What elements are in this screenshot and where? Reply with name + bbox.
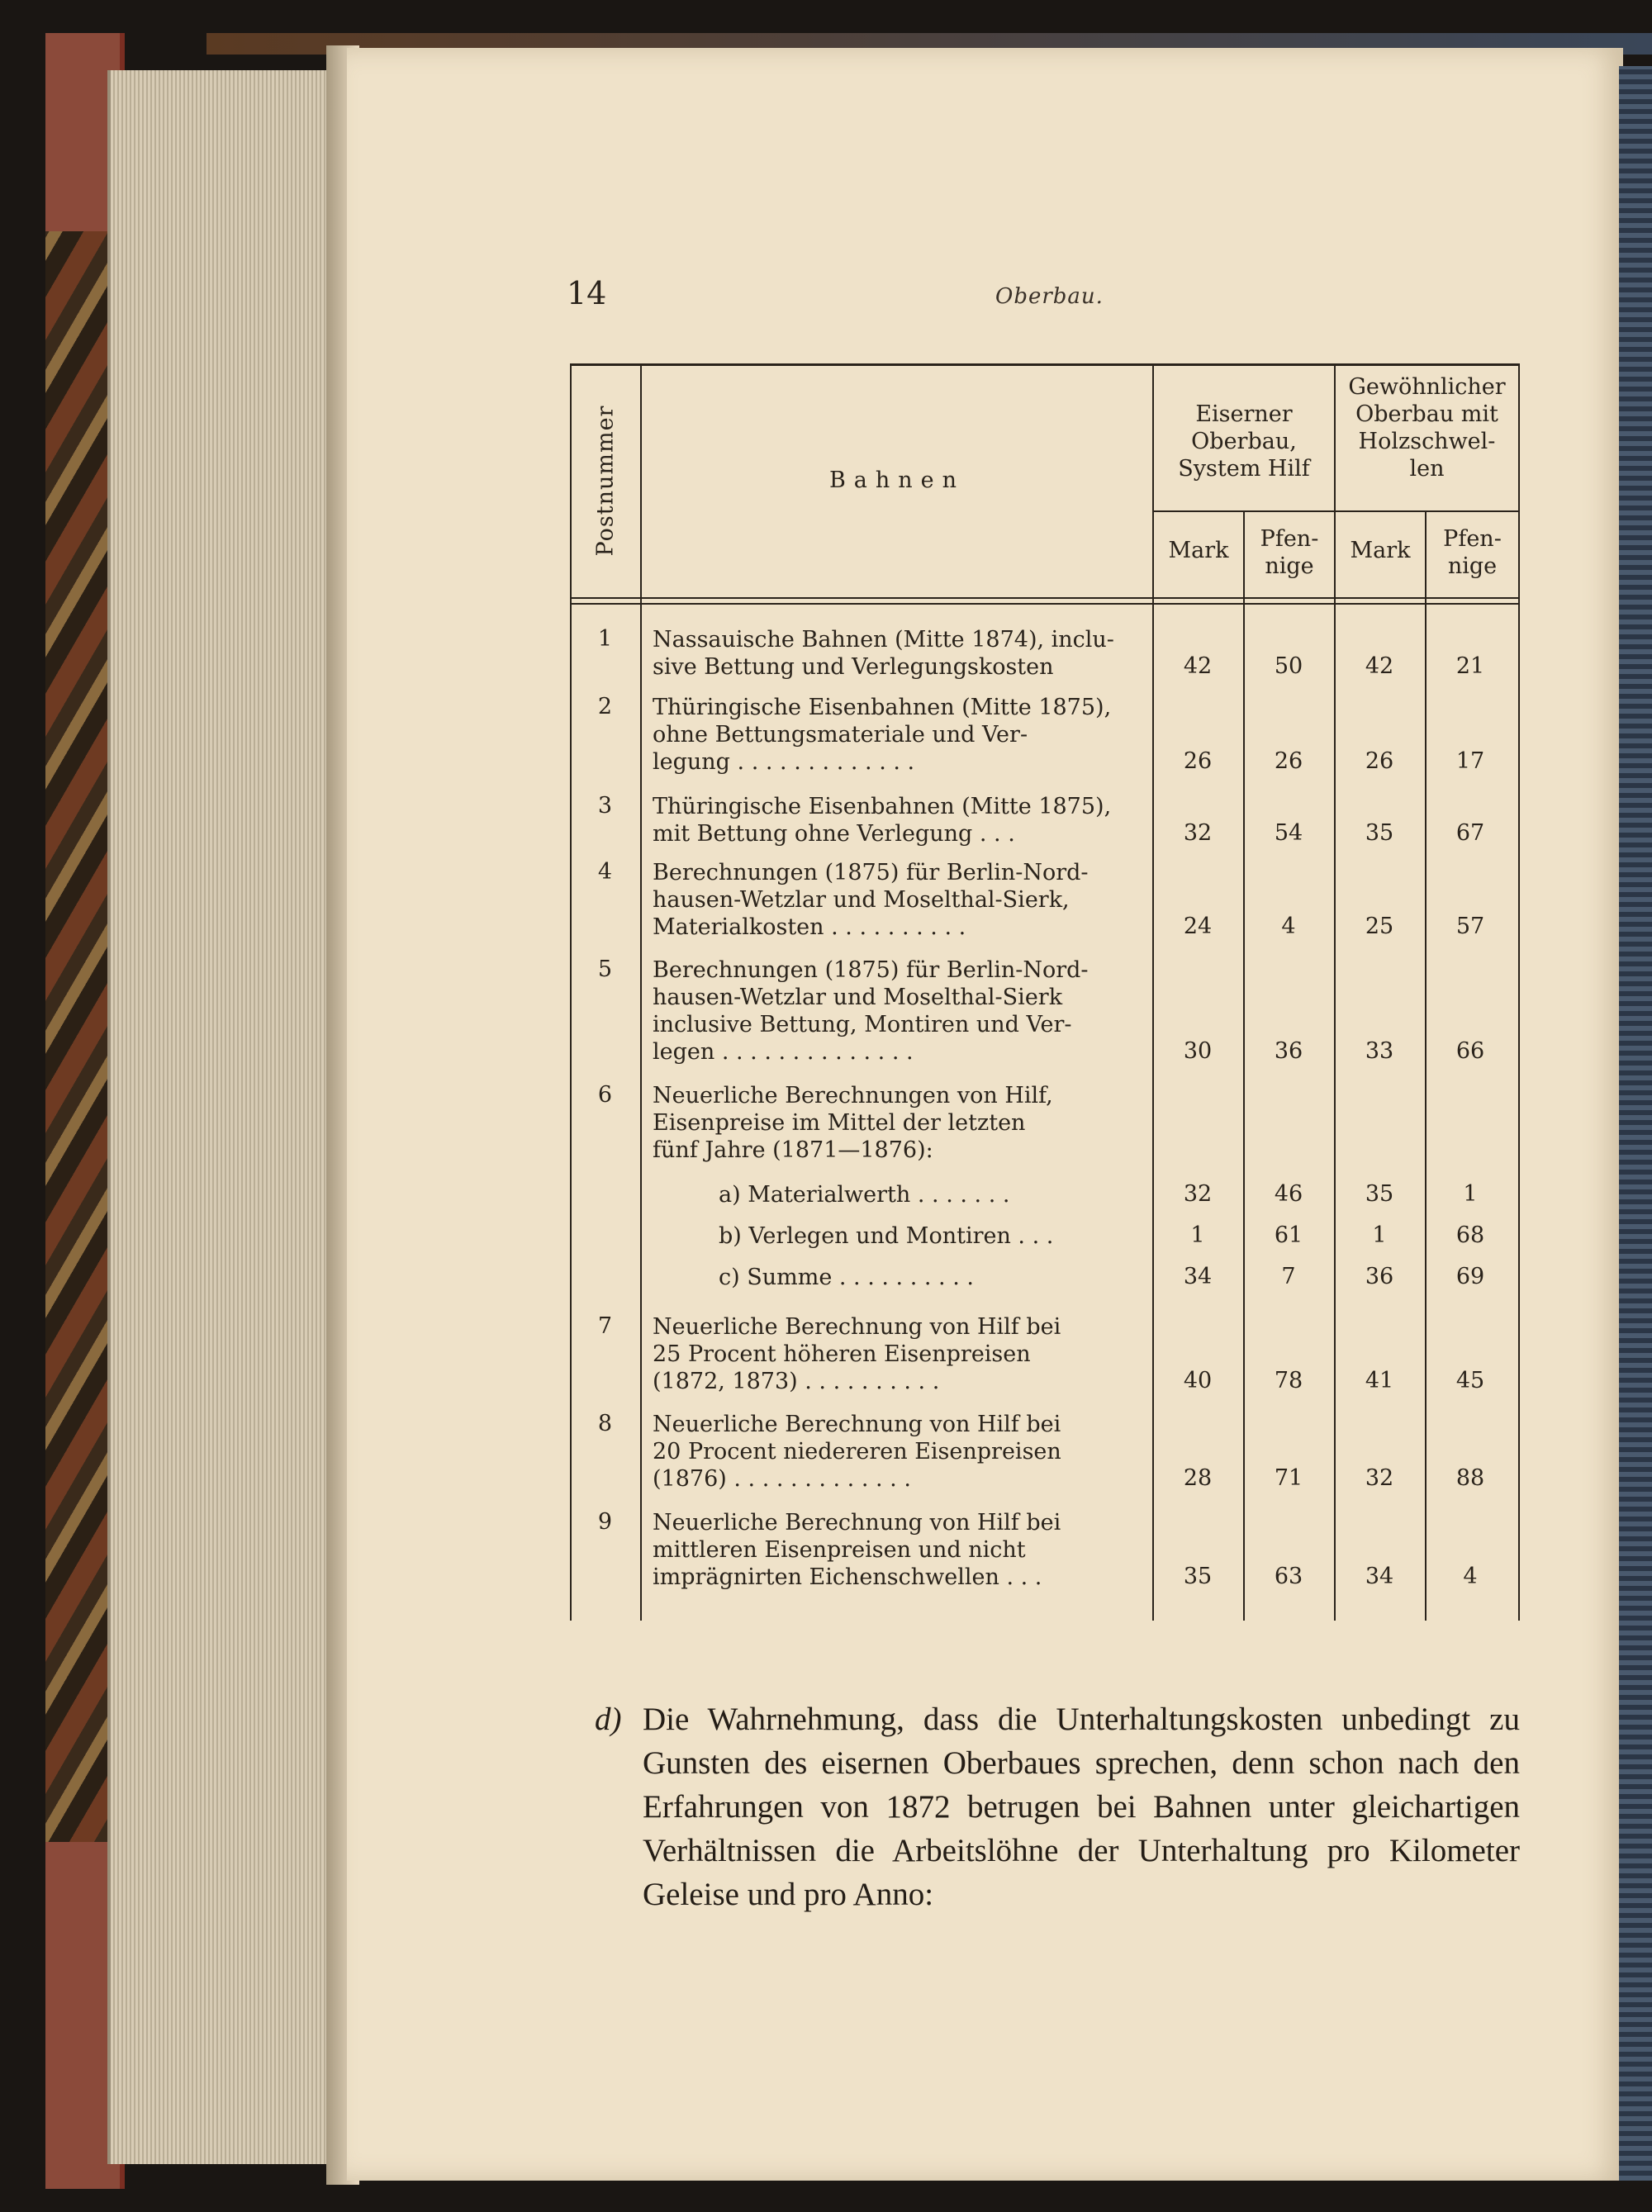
header-postnummer-label: Postnummer: [592, 405, 618, 556]
row-description-line: hausen-Wetzlar und Moselthal-Sierk,: [653, 887, 1070, 913]
row-description: [653, 626, 1144, 681]
row-description: [653, 694, 1144, 776]
header-pfennige-line: Pfen-: [1443, 526, 1502, 552]
row-description: [653, 1082, 1144, 1164]
header-postnummer: [570, 363, 640, 597]
cell-pfennige-gewoehnlich: 57: [1455, 914, 1485, 939]
row-number: 5: [597, 956, 613, 982]
cell-pfennige-eiserner: 63: [1274, 1564, 1303, 1589]
cell-pfennige-gewoehnlich: 17: [1455, 748, 1485, 774]
row-description-line: fünf Jahre (1871—1876):: [653, 1137, 933, 1163]
cell-pfennige-eiserner: 4: [1281, 914, 1296, 939]
cell-pfennige-gewoehnlich: 4: [1463, 1564, 1478, 1589]
row-description-line: Neuerliche Berechnungen von Hilf,: [653, 1083, 1053, 1108]
row-description: [719, 1181, 1144, 1208]
cell-mark-eiserner: 24: [1183, 914, 1213, 939]
running-title: Oberbau.: [995, 284, 1104, 309]
header-pfennige-line: Pfen-: [1260, 526, 1319, 552]
row-number: 3: [597, 793, 613, 819]
row-description-line: Neuerliche Berechnung von Hilf bei: [653, 1314, 1061, 1340]
row-description-line: a) Materialwerth . . . . . . .: [719, 1182, 1010, 1208]
row-description: [653, 1313, 1144, 1395]
cell-mark-gewoehnlich: 1: [1372, 1222, 1387, 1248]
row-description: [719, 1222, 1144, 1250]
cell-mark-eiserner: 30: [1183, 1038, 1213, 1064]
row-description-line: imprägnirten Eichenschwellen . . .: [653, 1564, 1042, 1590]
cell-pfennige-eiserner: 50: [1274, 653, 1303, 679]
header-eiserner-line: Oberbau,: [1191, 429, 1297, 454]
row-description-line: Nassauische Bahnen (Mitte 1874), inclu-: [653, 627, 1114, 653]
row-description-line: (1876) . . . . . . . . . . . . .: [653, 1466, 911, 1492]
row-number: 7: [597, 1313, 613, 1339]
cost-table: [570, 363, 1520, 1621]
cell-pfennige-gewoehnlich: 66: [1455, 1038, 1485, 1064]
row-description: [653, 859, 1144, 941]
cell-pfennige-gewoehnlich: 88: [1455, 1465, 1485, 1491]
row-number: 6: [597, 1082, 613, 1108]
row-number: 1: [597, 626, 613, 652]
cell-mark-eiserner: 1: [1190, 1222, 1205, 1248]
cell-pfennige-gewoehnlich: 69: [1455, 1264, 1485, 1289]
row-description-line: Berechnungen (1875) für Berlin-Nord-: [653, 957, 1089, 983]
row-number: 4: [597, 859, 613, 885]
header-gewoehnlicher-line: Holzschwel-: [1358, 429, 1496, 454]
paragraph-text: Die Wahrnehmung, dass die Unterhaltungskosten unbedingt zu Gunsten des eisernen Oberbaues sprechen, denn schon nach den Erfahrungen von 1872 betrugen bei Bahnen unter gleichartigen Verhältnissen die Arbeitslöhne der Unterhaltung pro Kilometer Geleise und pro Anno:: [643, 1702, 1520, 1912]
cell-pfennige-eiserner: 78: [1274, 1368, 1303, 1393]
subheader-rule: [1152, 510, 1520, 512]
cell-pfennige-eiserner: 36: [1274, 1038, 1303, 1064]
row-number: 2: [597, 694, 613, 719]
row-description-line: Berechnungen (1875) für Berlin-Nord-: [653, 860, 1089, 885]
header-gewoehnlicher-line: len: [1409, 456, 1445, 482]
row-description-line: Neuerliche Berechnung von Hilf bei: [653, 1510, 1061, 1536]
cell-mark-gewoehnlich: 35: [1365, 820, 1394, 846]
cell-pfennige-gewoehnlich: 67: [1455, 820, 1485, 846]
cell-mark-gewoehnlich: 32: [1365, 1465, 1394, 1491]
header-mark-eiserner: Mark: [1168, 538, 1229, 563]
row-description-line: 25 Procent höheren Eisenpreisen: [653, 1341, 1031, 1367]
cell-pfennige-eiserner: 71: [1274, 1465, 1303, 1491]
row-description-line: Neuerliche Berechnung von Hilf bei: [653, 1412, 1061, 1437]
cell-mark-gewoehnlich: 36: [1365, 1264, 1394, 1289]
row-description: [653, 956, 1144, 1066]
cell-mark-eiserner: 26: [1183, 748, 1213, 774]
postnummer-rule: [640, 363, 642, 1621]
cell-pfennige-eiserner: 54: [1274, 820, 1303, 846]
cell-pfennige-gewoehnlich: 21: [1455, 653, 1485, 679]
header-pfennige-line: nige: [1265, 553, 1314, 579]
cell-mark-eiserner: 42: [1183, 653, 1213, 679]
row-description-line: Materialkosten . . . . . . . . . .: [653, 914, 966, 940]
row-description-line: mittleren Eisenpreisen und nicht: [653, 1537, 1026, 1563]
paragraph-marker: d): [595, 1702, 622, 1737]
row-description-line: legen . . . . . . . . . . . . . .: [653, 1039, 914, 1065]
header-eiserner-line: Eiserner: [1195, 401, 1293, 427]
cell-mark-gewoehnlich: 34: [1365, 1564, 1394, 1589]
header-mark-gewoehnlich: Mark: [1350, 538, 1411, 563]
row-number: 9: [597, 1509, 613, 1535]
row-description-line: legung . . . . . . . . . . . . .: [653, 749, 915, 775]
row-description-line: Thüringische Eisenbahnen (Mitte 1875),: [653, 794, 1112, 819]
header-pfennige-line: nige: [1447, 553, 1498, 579]
cell-mark-eiserner: 28: [1183, 1465, 1213, 1491]
header-gewoehnlicher-oberbau: [1336, 373, 1518, 482]
row-description: [653, 1509, 1144, 1591]
cell-mark-gewoehnlich: 42: [1365, 653, 1394, 679]
cell-pfennige-eiserner: 26: [1274, 748, 1303, 774]
cell-mark-eiserner: 35: [1183, 1564, 1213, 1589]
header-gewoehnlicher-line: Gewöhnlicher: [1348, 374, 1506, 400]
header-pfennige-eiserner: [1245, 525, 1334, 580]
row-description-line: b) Verlegen und Montiren . . .: [719, 1223, 1054, 1249]
cell-mark-gewoehnlich: 33: [1365, 1038, 1394, 1064]
cell-mark-eiserner: 40: [1183, 1368, 1213, 1393]
header-rule-2: [570, 603, 1520, 605]
row-description-line: hausen-Wetzlar und Moselthal-Sierk: [653, 985, 1063, 1010]
row-description: [653, 793, 1144, 847]
cell-mark-gewoehnlich: 35: [1365, 1181, 1394, 1207]
cell-pfennige-gewoehnlich: 1: [1463, 1181, 1478, 1207]
row-description-line: inclusive Bettung, Montiren und Ver-: [653, 1012, 1072, 1037]
book-cover-right: [1619, 66, 1652, 2181]
cell-pfennige-gewoehnlich: 68: [1455, 1222, 1485, 1248]
table-right-rule: [1518, 363, 1520, 1621]
cell-pfennige-eiserner: 7: [1281, 1264, 1296, 1289]
row-description-line: sive Bettung und Verlegungskosten: [653, 654, 1054, 680]
cell-mark-gewoehnlich: 25: [1365, 914, 1394, 939]
row-description-line: (1872, 1873) . . . . . . . . . .: [653, 1369, 940, 1394]
table-top-rule: [570, 363, 1520, 366]
row-description: [719, 1264, 1144, 1291]
page-number: 14: [567, 275, 607, 311]
header-gewoehnlicher-line: Oberbau mit: [1355, 401, 1498, 427]
cell-mark-eiserner: 32: [1183, 820, 1213, 846]
cell-mark-eiserner: 32: [1183, 1181, 1213, 1207]
row-description-line: Eisenpreise im Mittel der letzten: [653, 1110, 1026, 1136]
cell-mark-eiserner: 34: [1183, 1264, 1213, 1289]
cell-pfennige-gewoehnlich: 45: [1455, 1368, 1485, 1393]
cell-mark-gewoehnlich: 41: [1365, 1368, 1394, 1393]
header-eiserner-line: System Hilf: [1178, 456, 1310, 482]
row-description: [653, 1411, 1144, 1493]
header-rule-1: [570, 597, 1520, 599]
row-description-line: ohne Bettungsmateriale und Ver-: [653, 722, 1028, 748]
header-bahnen: Bahnen: [828, 468, 966, 493]
cell-pfennige-eiserner: 46: [1274, 1181, 1303, 1207]
row-number: 8: [597, 1411, 613, 1436]
page-edges: [107, 70, 334, 2164]
cell-mark-gewoehnlich: 26: [1365, 748, 1394, 774]
header-pfennige-gewoehnlich: [1427, 525, 1518, 580]
row-description-line: 20 Procent niedereren Eisenpreisen: [653, 1439, 1061, 1464]
cell-pfennige-eiserner: 61: [1274, 1222, 1303, 1248]
row-description-line: c) Summe . . . . . . . . . .: [719, 1265, 974, 1290]
row-description-line: mit Bettung ohne Verlegung . . .: [653, 821, 1015, 847]
row-description-line: Thüringische Eisenbahnen (Mitte 1875),: [653, 695, 1112, 720]
header-eiserner-oberbau: [1154, 401, 1334, 482]
